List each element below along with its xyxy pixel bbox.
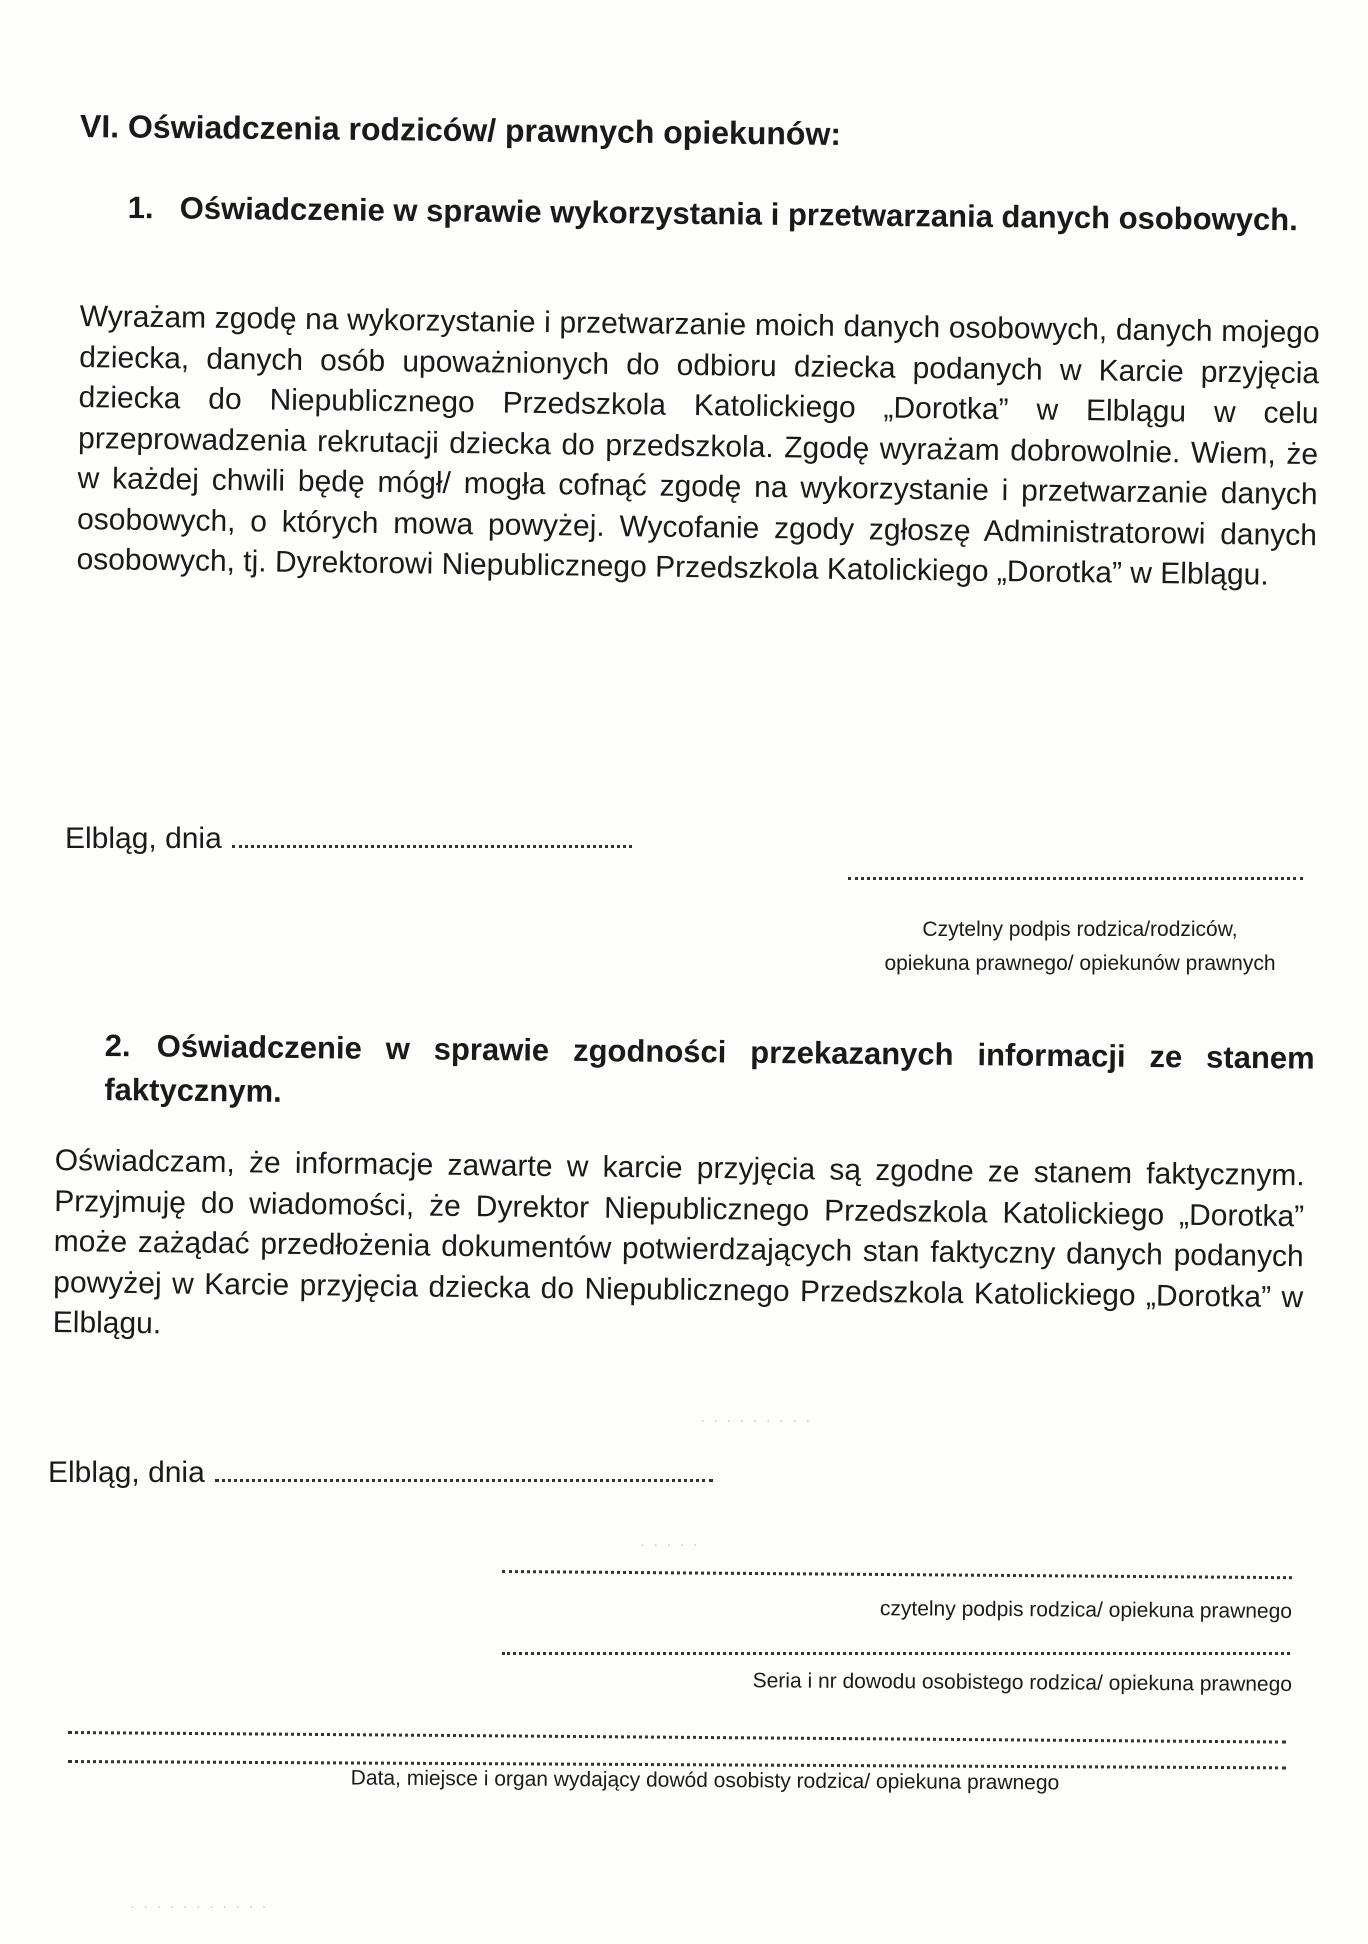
statement-2-number: 2. — [104, 1027, 131, 1064]
statement-2-body: Oświadczam, że informacje zawarte w karcie przyjęcia są zgodne ze stanem faktycznym. Przyjmuję do wiadomości, że Dyrektor Niepublicznego Przedszkola Katolickiego „Dorotka” może zażądać przedłożenia dokumentów potwierdzających stan faktyczny danych podanych powyżej w Karcie przyjęcia dziecka do Niepublicznego Przedszkola Katolickiego „Dorotka” w Elblągu. — [52, 1143, 1305, 1341]
id-issuer-caption: Data, miejsce i organ wydający dowód osobisty rodzica/ opiekuna prawnego — [350, 1766, 1060, 1795]
id-number-caption: Seria i nr dowodu osobistego rodzica/ opiekuna prawnego — [752, 1669, 1293, 1696]
bleed-through-mark: · · · · · · · · · — [700, 1412, 813, 1429]
statement-1-date-field[interactable] — [65, 822, 632, 856]
statement-2-date-label: Elbląg, dnia — [48, 1456, 205, 1489]
statement-1-title: Oświadczenie w sprawie wykorzystania i przetwarzania danych osobowych. — [179, 190, 1298, 238]
statement-1-signature-caption-line2: opiekuna prawnego/ opiekunów prawnych — [884, 952, 1276, 975]
statement-1-body: Wyrażam zgodę na wykorzystanie i przetwarzanie moich danych osobowych, danych mojego dziecka, danych osób upoważnionych do odbioru dziecka podanych w Karcie przyjęcia dziecka do Niepublicznego Przedszkola Katolickiego „Dorotka” w Elblągu w celu przeprowadzenia rekrutacji dziecka do przedszkola. Zgodę wyrażam dobrowolnie. Wiem, że w każdej chwili będę mógł/ mogła cofnąć zgodę na wykorzystanie i przetwarzanie danych osobowych, o których mowa powyżej. Wycofanie zgody zgłoszę Administratorowi danych osobowych, tj. Dyrektorowi Niepublicznego Przedszkola Katolickiego „Dorotka” w Elblągu. — [76, 299, 1320, 592]
id-number-line[interactable] — [502, 1652, 1290, 1655]
id-issuer-line-upper[interactable] — [68, 1731, 1286, 1744]
bleed-through-mark: · · · · · · · · · · · — [130, 1898, 269, 1915]
statement-2-heading — [104, 1024, 1315, 1125]
statement-2-signature-line[interactable] — [502, 1570, 1292, 1579]
bleed-through-mark: · · · · · — [640, 1536, 700, 1553]
statement-1-heading — [128, 186, 1328, 243]
section-heading: VI. Oświadczenia rodziców/ prawnych opiekunów: — [79, 108, 842, 152]
date-dotted-line — [215, 1475, 713, 1482]
statement-2-date-field[interactable] — [48, 1456, 713, 1490]
statement-1-signature-caption-line1: Czytelny podpis rodzica/rodziców, — [922, 918, 1238, 941]
statement-2-signature-caption: czytelny podpis rodzica/ opiekuna prawnego — [879, 1597, 1293, 1623]
statement-1-number: 1. — [127, 189, 154, 226]
statement-1-date-label: Elbląg, dnia — [65, 822, 222, 855]
date-dotted-line — [232, 841, 632, 848]
statement-2-title: Oświadczenie w sprawie zgodności przekazanych informacji ze stanem faktycznym. — [104, 1028, 1315, 1109]
statement-1-signature-line[interactable] — [848, 877, 1303, 880]
